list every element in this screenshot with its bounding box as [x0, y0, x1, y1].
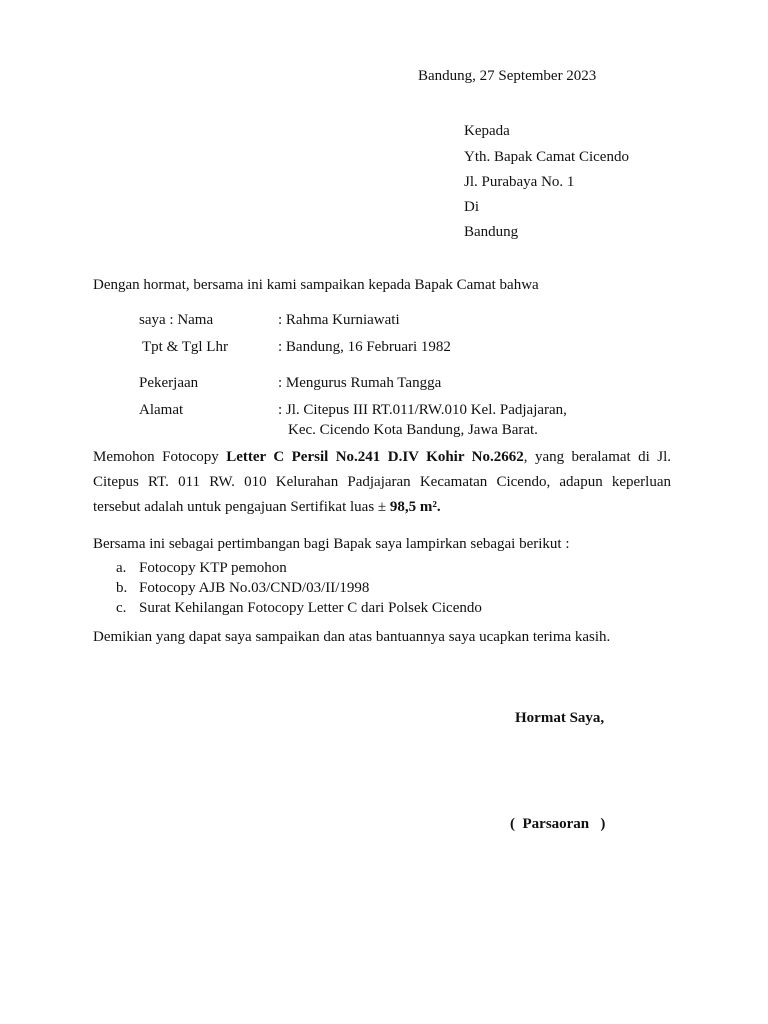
- closing-line: Demikian yang dapat saya sampaikan dan atas bantuannya saya ucapkan terima kasih.: [93, 629, 611, 645]
- request-paragraph: [93, 445, 671, 520]
- recipient-city: Bandung: [464, 224, 519, 240]
- recipient-name: Yth. Bapak Camat Cicendo: [464, 149, 629, 165]
- letter-date: Bandung, 27 September 2023: [418, 68, 597, 84]
- pekerjaan-label: Pekerjaan: [139, 375, 199, 391]
- alamat-value-line2: Kec. Cicendo Kota Bandung, Jawa Barat.: [288, 422, 538, 438]
- list-item: b. Fotocopy AJB No.03/CND/03/II/1998: [116, 580, 370, 596]
- attachments-intro: Bersama ini sebagai pertimbangan bagi Bapak saya lampirkan sebagai berikut :: [93, 536, 570, 552]
- alamat-value-line1: : Jl. Citepus III RT.011/RW.010 Kel. Padjajaran,: [278, 402, 567, 418]
- signature-name: ( Parsaoran ): [510, 816, 606, 832]
- land-area: 98,5 m².: [389, 499, 441, 515]
- attachments-list: [116, 558, 482, 618]
- ttl-value: : Bandung, 16 Februari 1982: [278, 339, 451, 355]
- opening-line: Dengan hormat, bersama ini kami sampaikan kepada Bapak Camat bahwa: [93, 277, 539, 293]
- request-line-1: Memohon Fotocopy Letter C Persil No.241 D.IV Kohir No.2662, yang beralamat di Jl.: [93, 449, 671, 465]
- nama-value: : Rahma Kurniawati: [278, 312, 400, 328]
- list-item: c. Surat Kehilangan Fotocopy Letter C dari Polsek Cicendo: [116, 600, 482, 616]
- alamat-label: Alamat: [139, 402, 184, 418]
- request-line-2: Citepus RT. 011 RW. 010 Kelurahan Padjajaran Kecamatan Cicendo, adapun keperluan: [93, 474, 671, 490]
- pekerjaan-value: : Mengurus Rumah Tangga: [278, 375, 442, 391]
- request-line-3: tersebut adalah untuk pengajuan Sertifikat luas ± 98,5 m².: [93, 499, 441, 515]
- nama-label: saya : Nama: [139, 312, 214, 328]
- recipient-di: Di: [464, 199, 479, 215]
- recipient-street: Jl. Purabaya No. 1: [464, 174, 575, 190]
- signature-salutation: Hormat Saya,: [515, 710, 605, 726]
- letter-c-reference: Letter C Persil No.241 D.IV Kohir No.2662: [226, 449, 524, 465]
- list-item: a. Fotocopy KTP pemohon: [116, 560, 287, 576]
- recipient-kepada: Kepada: [464, 123, 510, 139]
- ttl-label: Tpt & Tgl Lhr: [142, 339, 228, 355]
